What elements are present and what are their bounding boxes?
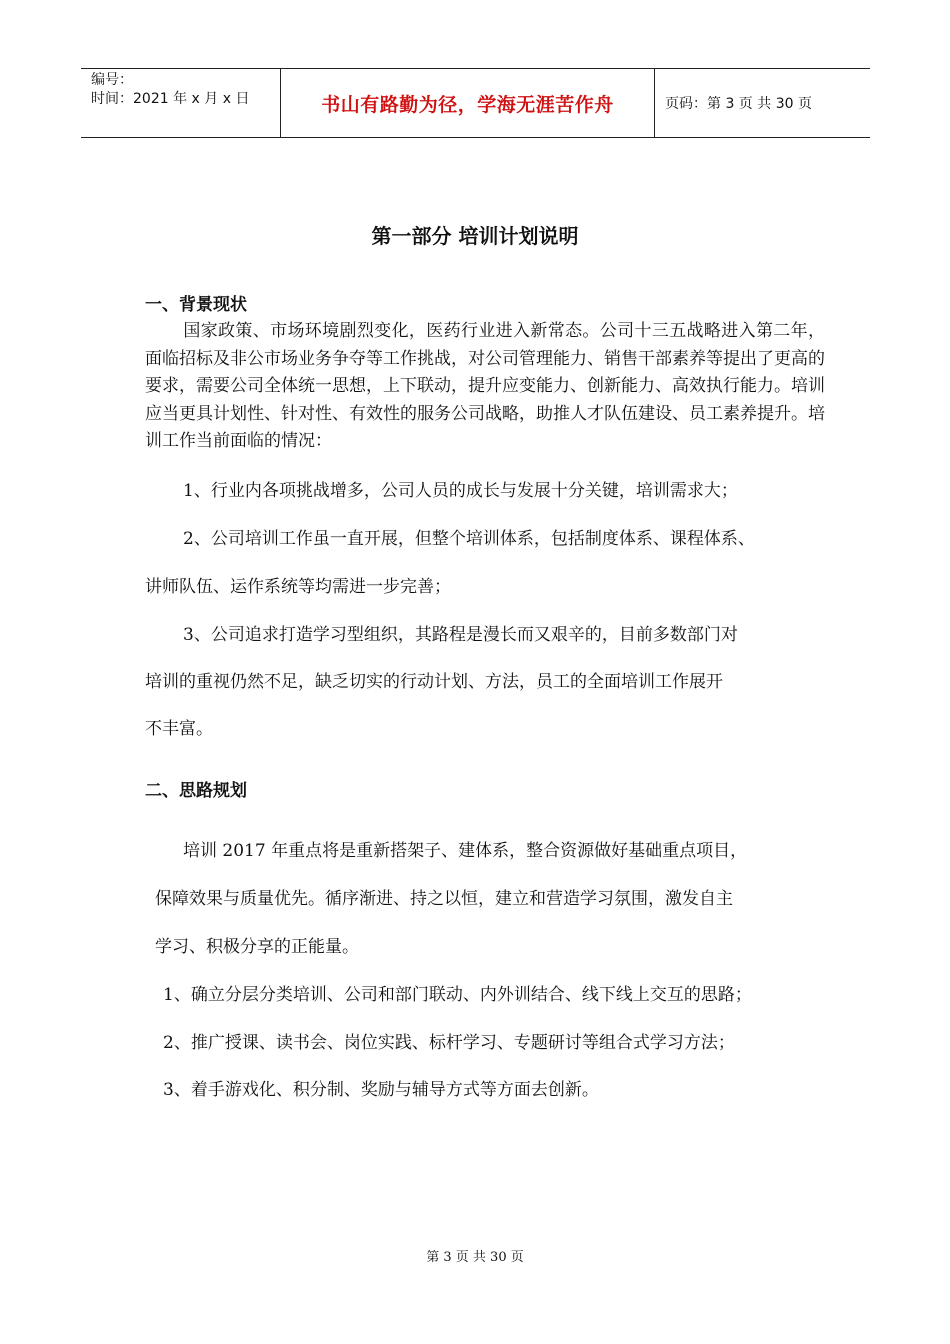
background-item-3-line-3: 不丰富。 <box>145 719 213 739</box>
background-paragraph-text: 国家政策、市场环境剧烈变化，医药行业进入新常态。公司十三五战略进入第二年，面临招标及非公市场业务争夺等工作挑战，对公司管理能力、销售干部素养等提出了更高的要求，需要公司全体统一思想，上下联动，提升应变能力、创新能力、高效执行能力。培训应当更具计划性、针对性、有效性的服务公司战略，助推人才队伍建设、员工素养提升。培训工作当前面临的情况： <box>145 321 825 451</box>
section-heading-background: 一、背景现状 <box>145 295 247 315</box>
background-item-2-line-1: 2、公司培训工作虽一直开展，但整个培训体系，包括制度体系、课程体系、 <box>183 529 755 549</box>
background-item-2-line-2: 讲师队伍、运作系统等均需进一步完善； <box>145 577 451 597</box>
document-title: 第一部分 培训计划说明 <box>371 224 579 248</box>
background-item-3-line-2: 培训的重视仍然不足，缺乏切实的行动计划、方法，员工的全面培训工作展开 <box>145 672 723 692</box>
background-paragraph <box>145 318 825 456</box>
header-page-info: 页码：第 3 页 共 30 页 <box>665 96 812 112</box>
planning-item-1: 1、确立分层分类培训、公司和部门联动、内外训结合、线下线上交互的思路； <box>163 985 752 1005</box>
document-number-label: 编号： <box>91 72 133 88</box>
planning-intro-line-3: 学习、积极分享的正能量。 <box>155 937 359 957</box>
document-date: 时间：2021 年 x 月 x 日 <box>91 91 250 107</box>
planning-intro-line-1: 培训 2017 年重点将是重新搭架子、建体系，整合资源做好基础重点项目， <box>183 841 748 861</box>
background-item-3-line-1: 3、公司追求打造学习型组织，其路程是漫长而又艰辛的，目前多数部门对 <box>183 625 738 645</box>
section-heading-planning: 二、思路规划 <box>145 781 247 801</box>
page-footer: 第 3 页 共 30 页 <box>426 1250 524 1265</box>
background-item-1: 1、行业内各项挑战增多，公司人员的成长与发展十分关键，培训需求大； <box>183 481 738 501</box>
planning-item-2: 2、推广授课、读书会、岗位实践、标杆学习、专题研讨等组合式学习方法； <box>163 1033 735 1053</box>
header-motto: 书山有路勤为径，学海无涯苦作舟 <box>281 69 655 137</box>
page-header <box>81 68 870 138</box>
planning-item-3: 3、着手游戏化、积分制、奖励与辅导方式等方面去创新。 <box>163 1080 599 1100</box>
header-meta <box>81 69 281 137</box>
planning-intro-line-2: 保障效果与质量优先。循序渐进、持之以恒，建立和营造学习氛围，激发自主 <box>155 889 733 909</box>
